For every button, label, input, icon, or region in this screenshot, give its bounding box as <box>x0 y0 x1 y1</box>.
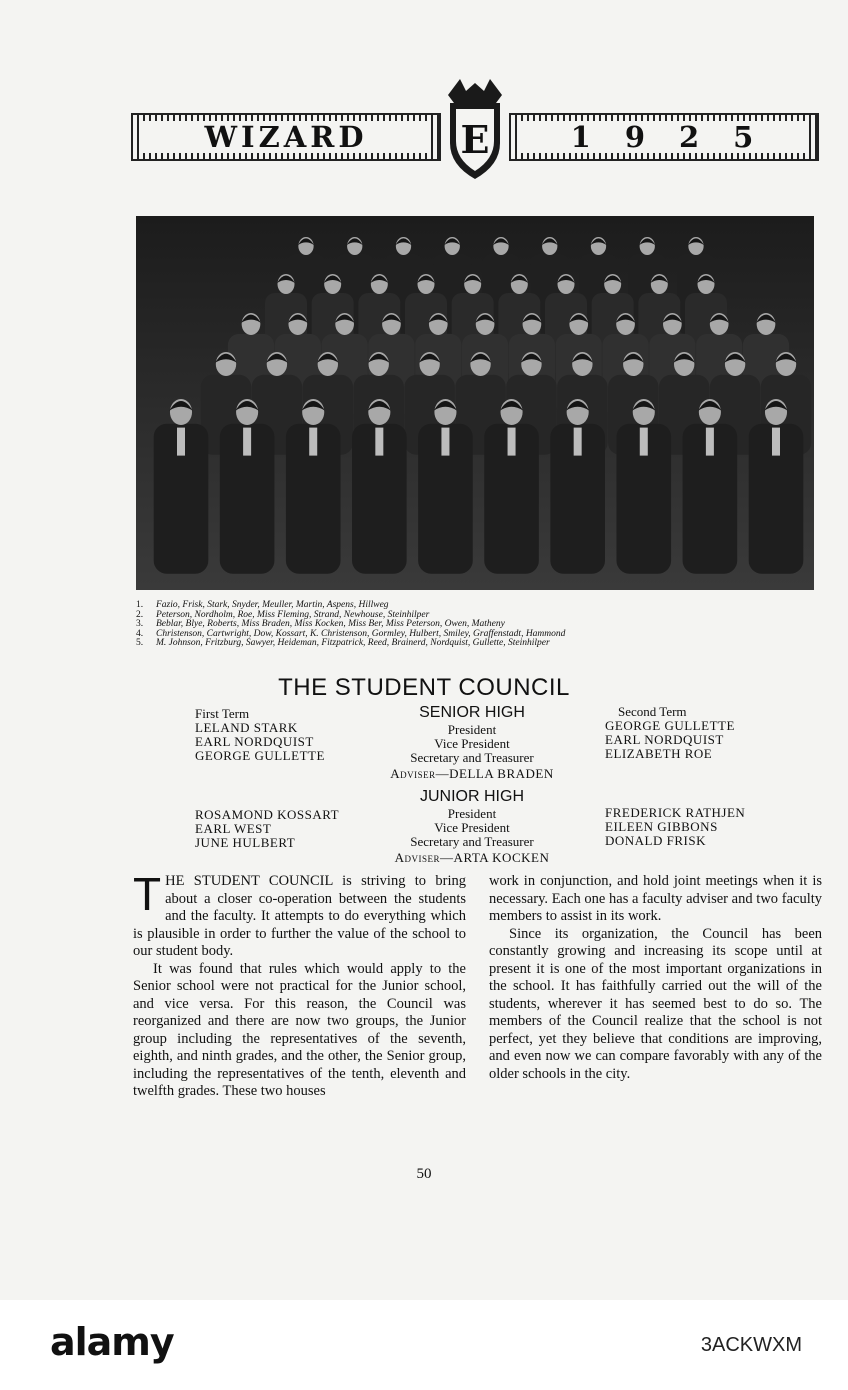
shirt-front <box>441 428 449 456</box>
group-photo <box>136 216 814 590</box>
banner-year: 1925 <box>519 121 809 153</box>
office-title: Vice President <box>434 820 510 835</box>
office-title: President <box>447 806 497 821</box>
shirt-front <box>772 428 780 456</box>
page-title: THE STUDENT COUNCIL <box>278 674 570 701</box>
junior-offices <box>372 787 572 865</box>
officer-name: EARL WEST <box>195 821 272 836</box>
shirt-front <box>640 428 648 456</box>
shirt-front <box>706 428 714 456</box>
caption-row: 2. Peterson, Nordholm, Roe, Miss Fleming, Strand, Newhouse, Steinhilper <box>136 609 430 620</box>
photo-caption <box>136 601 816 649</box>
article-paragraph: It was found that rules which would apply to the Senior school were not practical for the Junior school, and vice versa. For this reason, the Council was reorganized and there are now two groups, the Junior group including the representatives of the seventh, eighth, and ninth grades, and the other, the Senior group, including the representatives of the tenth, eleventh and twelfth grades. These two houses <box>133 960 466 1099</box>
crest-icon <box>440 73 510 183</box>
caption-row: 4. Christenson, Cartwright, Dow, Kossart, K. Christenson, Gormley, Hulbert, Smiley, Graffenstadt, Hammond <box>136 628 566 639</box>
alamy-logo: alamy <box>50 1320 174 1364</box>
second-term-label: Second Term <box>618 704 687 719</box>
article-paragraph: Since its organization, the Council has been constantly growing and increasing its scope until at present it is one of the most important organizations in the school. It has faithfully carried out the will of the students, wherever it has seemed best to do so. The members of the Council realize that the school is not perfect, yet they believe that conditions are improving, and even now we can compare favorably with any of the older schools in the city. <box>489 925 822 1082</box>
shirt-front <box>309 428 317 456</box>
officer-name: EARL NORDQUIST <box>195 734 314 749</box>
officer-name: FREDERICK RATHJEN <box>605 805 746 820</box>
senior-second-term <box>605 705 735 761</box>
officer-name: GEORGE GULLETTE <box>195 748 325 763</box>
caption-row: 3. Beblar, Blye, Roberts, Miss Braden, Miss Kocken, Miss Ber, Miss Peterson, Owen, Matheny <box>136 619 505 630</box>
office-title: Vice President <box>434 736 510 751</box>
junior-heading: JUNIOR HIGH <box>420 788 524 805</box>
crest-letter: E <box>460 117 490 162</box>
article-column-right <box>489 873 822 1083</box>
officer-name: JUNE HULBERT <box>195 835 296 850</box>
office-title: President <box>447 722 497 737</box>
officer-name: ROSAMOND KOSSART <box>195 807 340 822</box>
stock-id: 3ACKWXM <box>700 1334 802 1356</box>
officer-name: EILEEN GIBBONS <box>605 819 718 834</box>
junior-first-term <box>195 808 339 850</box>
office-title: Secretary and Treasurer <box>410 834 534 849</box>
officer-name: EARL NORDQUIST <box>605 732 724 747</box>
article-paragraph: work in conjunction, and hold joint meetings when it is necessary. Each one has a faculty adviser and two faculty members to assist in its work. <box>489 873 822 924</box>
senior-first-term <box>195 707 325 763</box>
shirt-front <box>243 428 251 456</box>
senior-offices <box>372 703 572 781</box>
drop-cap: T <box>133 868 162 920</box>
officer-name: DONALD FRISK <box>605 833 706 848</box>
shirt-front <box>375 428 383 456</box>
officer-name: ELIZABETH ROE <box>605 746 713 761</box>
banner-title-wizard: WIZARD <box>141 121 431 153</box>
shirt-front <box>177 428 185 456</box>
junior-second-term <box>605 806 745 848</box>
page-number: 50 <box>416 1166 432 1182</box>
article-lead <box>133 868 466 961</box>
caption-row: 1. Fazio, Frisk, Stark, Snyder, Meuller, Martin, Aspens, Hillweg <box>136 600 389 610</box>
officer-name: GEORGE GULLETTE <box>605 718 735 733</box>
lead-text: HE STUDENT COUNCIL is striving to bring about a closer co-operation between the students and the faculty. It attempts to do everything which is plausible in order to further the value of the school to our student body. <box>133 873 466 959</box>
watermark-bar <box>0 1300 848 1390</box>
group-photo-art <box>136 216 814 590</box>
office-title: Secretary and Treasurer <box>410 750 534 765</box>
article-column-left <box>133 868 466 1101</box>
officer-name: LELAND STARK <box>195 720 298 735</box>
shirt-front <box>574 428 582 456</box>
first-term-label: First Term <box>195 706 250 721</box>
adviser: Adviser—DELLA BRADEN <box>390 766 554 781</box>
adviser: Adviser—ARTA KOCKEN <box>394 850 550 865</box>
senior-heading: SENIOR HIGH <box>419 704 525 721</box>
caption-row: 5. M. Johnson, Fritzburg, Sawyer, Heideman, Fitzpatrick, Reed, Brainerd, Nordquist, Gullette, Steinhilper <box>136 638 550 649</box>
shirt-front <box>508 428 516 456</box>
